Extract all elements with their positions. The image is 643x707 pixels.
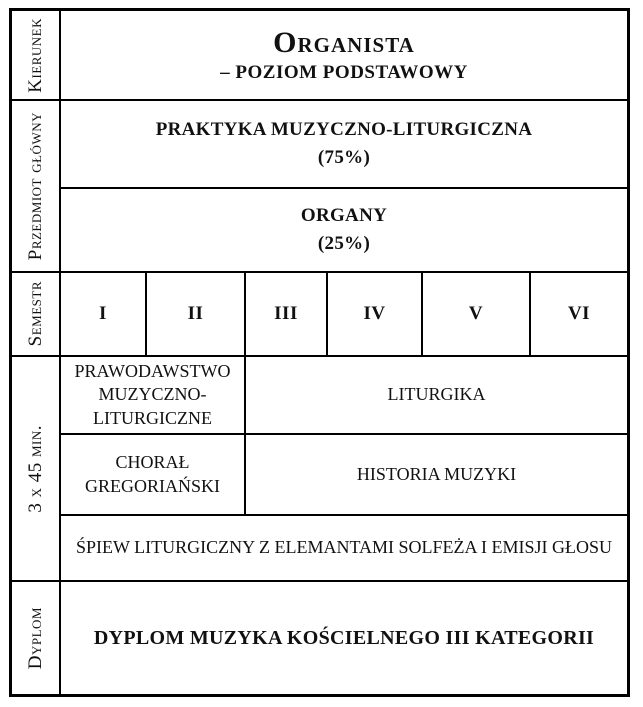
lesson-choral: CHORAŁ GREGORIAŃSKI <box>85 452 220 496</box>
cell-praktyka <box>61 101 627 189</box>
cell-liturgika <box>246 357 627 435</box>
semester-6-label: VI <box>567 303 591 324</box>
cell-choral <box>61 435 246 516</box>
cell-dyplom <box>61 582 627 694</box>
cell-spiew <box>61 516 627 582</box>
semester-cell-4 <box>328 273 423 357</box>
curriculum-table <box>9 8 630 697</box>
subject-secondary-name: ORGANY <box>300 205 388 227</box>
subject-secondary-share: (25%) <box>317 233 371 254</box>
course-title: Organista <box>273 26 415 59</box>
semester-cell-6 <box>531 273 627 357</box>
lesson-spiew: ŚPIEW LITURGICZNY Z ELEMANTAMI SOLFEŻA I EMISJI GŁOSU <box>75 537 613 558</box>
row-label-kierunek <box>12 11 61 101</box>
semester-5-label: V <box>468 303 484 324</box>
row-label-semestr <box>12 273 61 357</box>
subject-primary-share: (75%) <box>317 147 371 168</box>
course-subtitle: – POZIOM PODSTAWOWY <box>220 62 468 83</box>
lesson-liturgika: LITURGIKA <box>387 384 486 405</box>
row-label-3x45min-text: 3 x 45 min. <box>24 424 46 513</box>
semester-cell-5 <box>423 273 531 357</box>
semester-2-label: II <box>187 303 204 324</box>
semester-cell-2 <box>147 273 246 357</box>
cell-organy <box>61 189 627 273</box>
row-label-przedmiot-glowny <box>12 101 61 273</box>
row-label-semestr-text: Semestr <box>24 281 46 347</box>
row-label-dyplom-text: Dyplom <box>24 606 46 670</box>
lesson-historia: HISTORIA MUZYKI <box>356 463 517 484</box>
semester-cell-1 <box>61 273 147 357</box>
row-label-kierunek-text: Kierunek <box>24 17 46 93</box>
row-label-przedmiot-glowny-text: Przedmiot główny <box>24 111 46 261</box>
cell-course-title <box>61 11 627 101</box>
lesson-prawodawstwo: PRAWODAWSTWO MUZYCZNO-LITURGICZNE <box>74 360 231 428</box>
semester-4-label: IV <box>363 303 386 324</box>
semester-1-label: I <box>99 303 107 324</box>
row-label-3x45min <box>12 357 61 582</box>
diploma-text: DYPLOM MUZYKA KOŚCIELNEGO III KATEGORII <box>93 626 595 649</box>
cell-prawodawstwo <box>61 357 246 435</box>
semester-cell-3 <box>246 273 328 357</box>
semester-3-label: III <box>274 303 298 324</box>
cell-historia <box>246 435 627 516</box>
subject-primary-name: PRAKTYKA MUZYCZNO-LITURGICZNA <box>155 119 533 141</box>
row-label-dyplom <box>12 582 61 694</box>
